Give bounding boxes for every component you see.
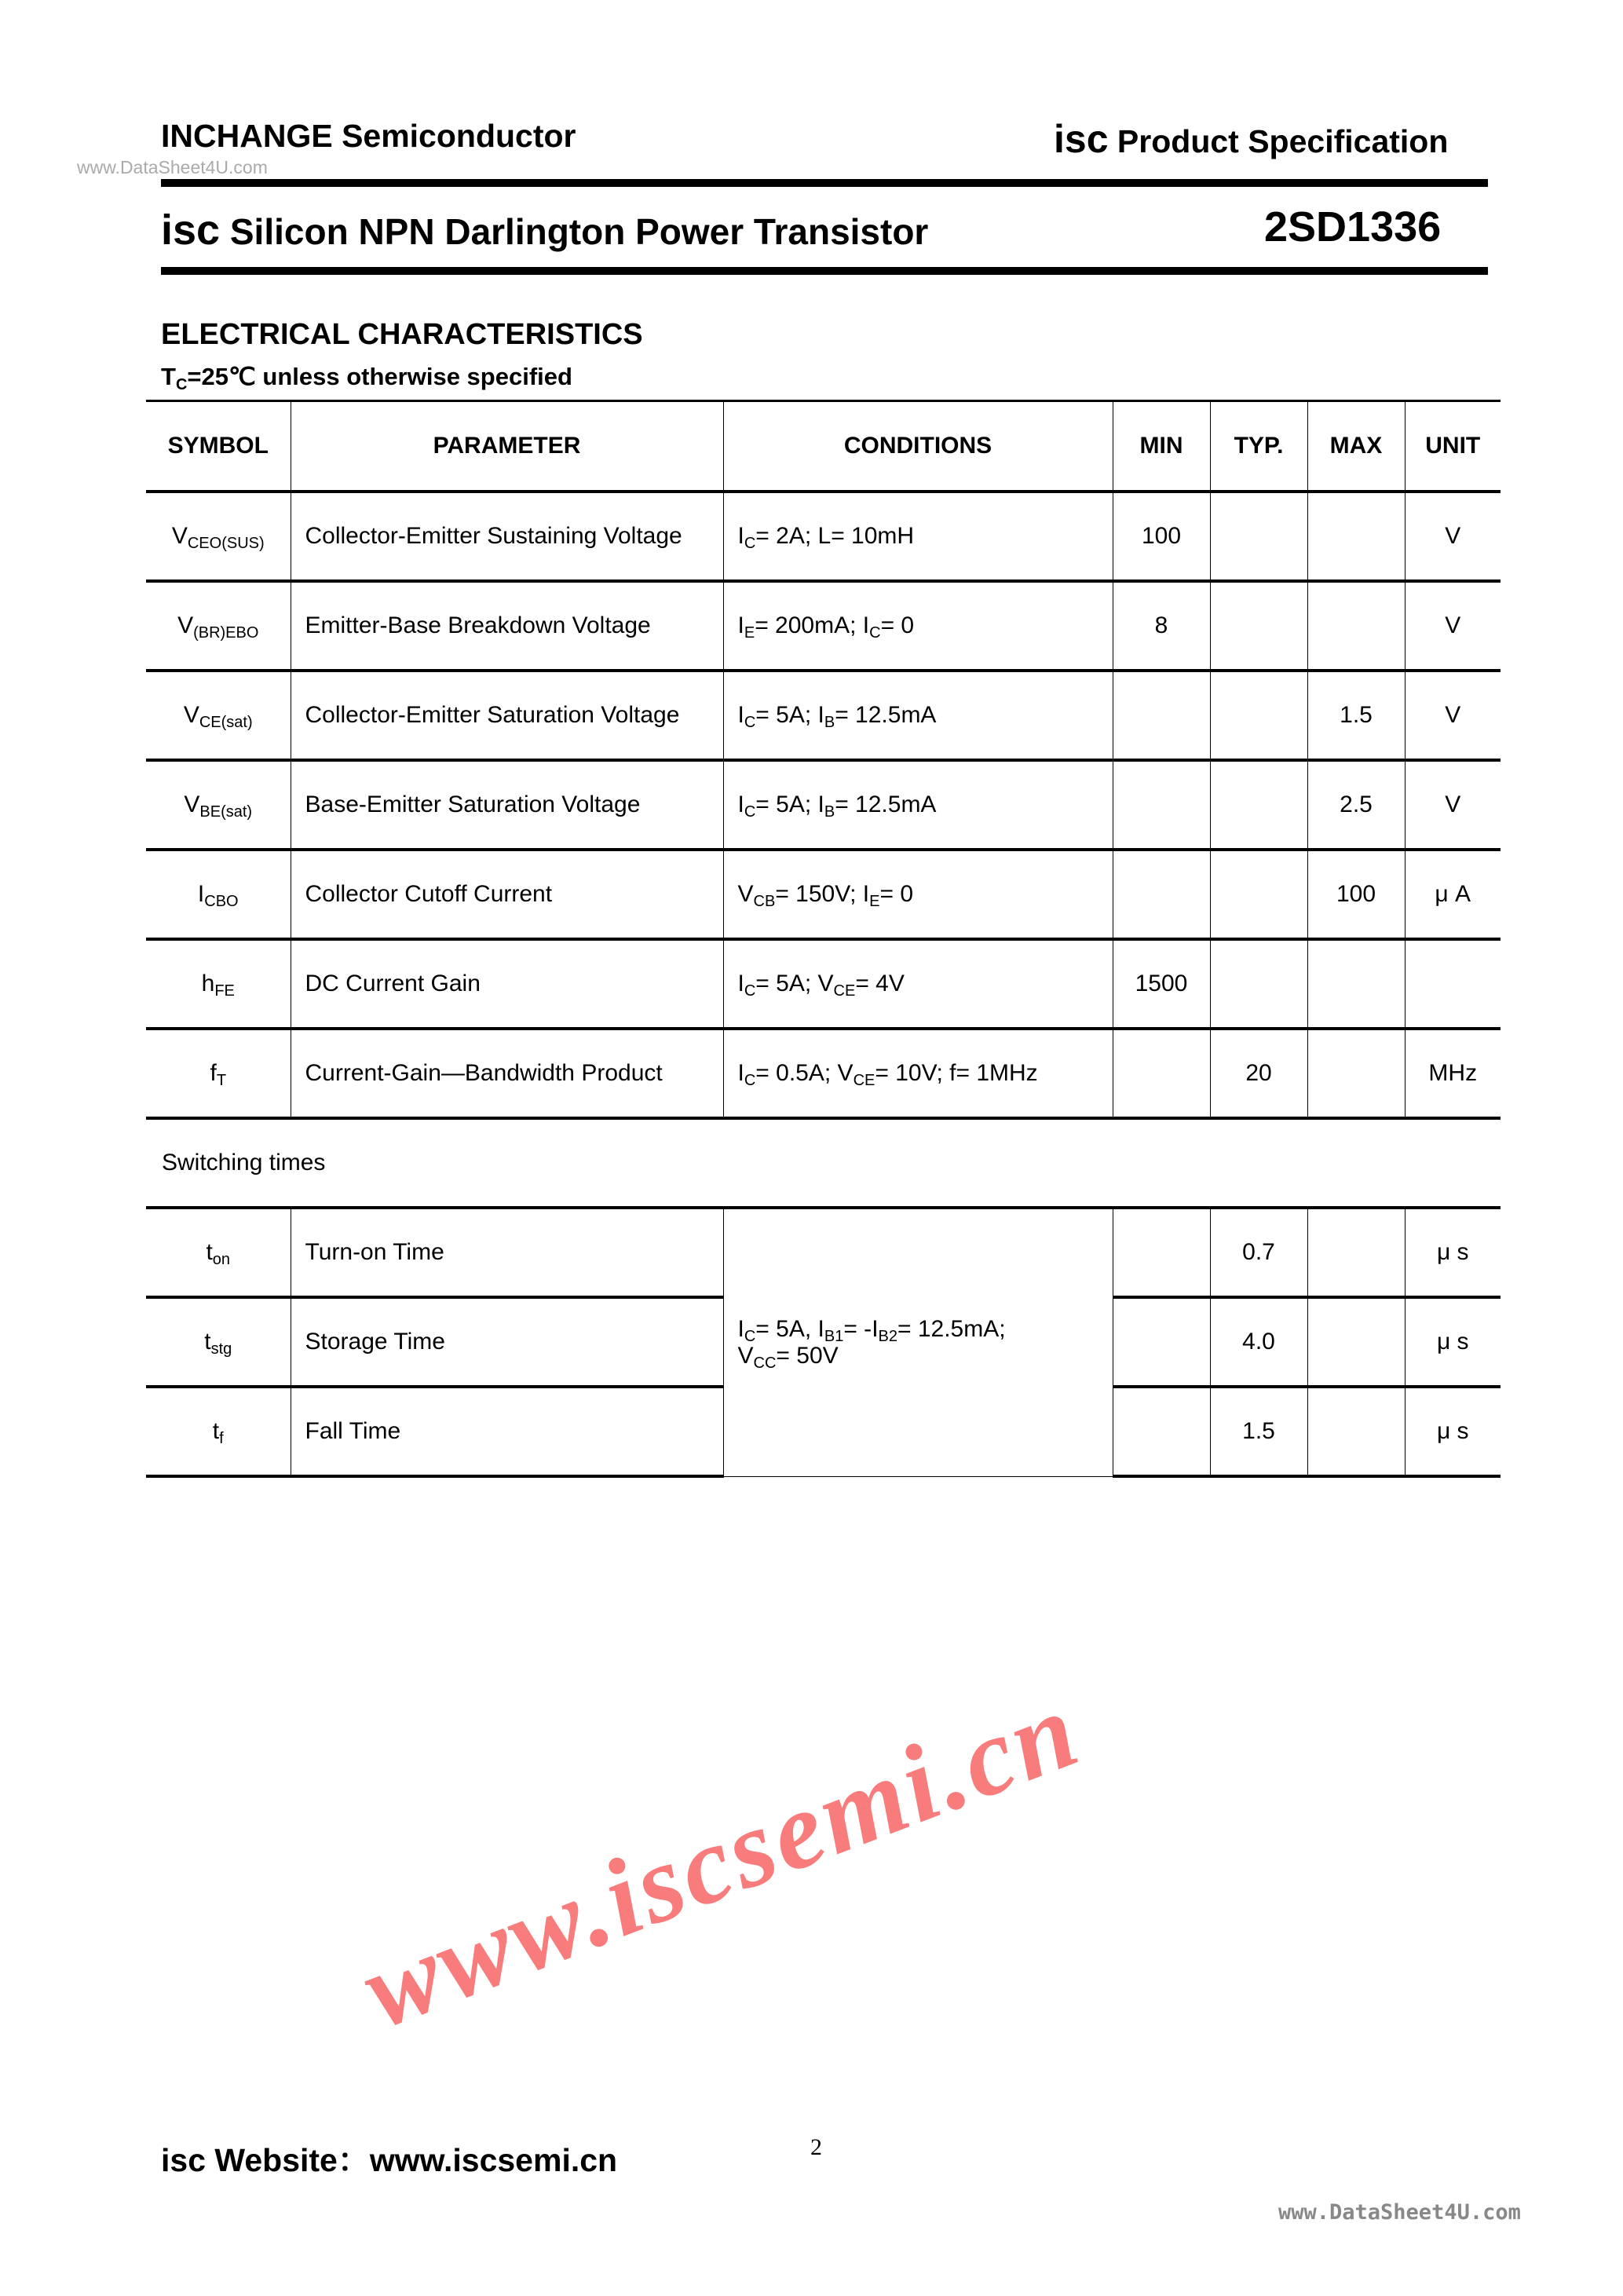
symbol-main: V (184, 792, 200, 817)
cond-symbol: I (737, 612, 744, 638)
symbol-main: t (206, 1239, 213, 1265)
max-cell (1307, 1208, 1405, 1297)
symbol-cell (146, 581, 291, 671)
table-row (146, 1208, 1501, 1297)
parameter-cell: Collector-Emitter Saturation Voltage (291, 671, 723, 760)
conditions-cell (723, 492, 1113, 581)
column-header-symbol: SYMBOL (146, 401, 291, 492)
conditions-cell (723, 760, 1113, 850)
page-number: 2 (810, 2134, 822, 2160)
symbol-subscript: stg (210, 1340, 232, 1358)
cond-symbol: I (862, 881, 870, 907)
cond-subscript: C (869, 624, 881, 642)
cond-value: = 0 (880, 612, 915, 638)
typ-cell (1210, 939, 1307, 1029)
cond-value: = 10V; f= 1MHz (875, 1060, 1038, 1086)
title-text: Silicon NPN Darlington Power Transistor (229, 211, 929, 252)
column-header-conditions: CONDITIONS (723, 401, 1113, 492)
symbol-subscript: BE(sat) (199, 803, 253, 821)
spec-label: Product Specification (1117, 123, 1449, 159)
symbol-main: h (201, 971, 215, 996)
symbol-subscript: CE(sat) (199, 714, 253, 731)
symbol-cell (146, 492, 291, 581)
cond-symbol: I (737, 792, 744, 817)
min-cell: 100 (1113, 492, 1210, 581)
column-header-unit: UNIT (1405, 401, 1501, 492)
column-header-typ: TYP. (1210, 401, 1307, 492)
symbol-subscript: f (219, 1430, 224, 1447)
max-cell: 1.5 (1307, 671, 1405, 760)
cond-value: = 0.5A; (755, 1060, 838, 1086)
typ-cell: 1.5 (1210, 1387, 1307, 1476)
cond-symbol: I (737, 523, 744, 549)
unit-cell: V (1405, 760, 1501, 850)
parameter-cell: Turn-on Time (291, 1208, 723, 1297)
cond-symbol: I (862, 612, 870, 638)
symbol-cell (146, 1029, 291, 1118)
parameter-cell: Collector Cutoff Current (291, 850, 723, 939)
min-cell (1113, 1387, 1210, 1476)
typ-cell: 0.7 (1210, 1208, 1307, 1297)
symbol-cell (146, 1387, 291, 1476)
table-row (146, 671, 1501, 760)
datasheet4u-watermark-bottom[interactable]: www.DataSheet4U.com (1278, 2200, 1521, 2225)
unit-cell: MHz (1405, 1029, 1501, 1118)
max-cell (1307, 1029, 1405, 1118)
unit-cell: μ s (1405, 1208, 1501, 1297)
section-conditions (161, 363, 572, 391)
unit-cell (1405, 939, 1501, 1029)
min-cell (1113, 1208, 1210, 1297)
column-header-parameter: PARAMETER (291, 401, 723, 492)
cond-symbol: V (817, 971, 834, 996)
unit-cell: V (1405, 581, 1501, 671)
table-row (146, 581, 1501, 671)
conditions-cell (723, 671, 1113, 760)
typ-cell: 20 (1210, 1029, 1307, 1118)
unit-cell: μ s (1405, 1297, 1501, 1387)
symbol-cell (146, 760, 291, 850)
min-cell (1113, 760, 1210, 850)
unit-cell: V (1405, 492, 1501, 581)
cond-symbol: I (817, 702, 824, 728)
table-row (146, 492, 1501, 581)
conditions-cell (723, 939, 1113, 1029)
parameter-cell: Fall Time (291, 1387, 723, 1476)
cond-subscript: C (175, 376, 188, 393)
symbol-main: I (197, 881, 205, 907)
cond-symbol: I (737, 702, 744, 728)
symbol-main: V (183, 702, 199, 728)
cond-subscript: B1 (824, 1327, 844, 1345)
max-cell (1307, 1387, 1405, 1476)
cond-value: = 2A; L= 10mH (755, 523, 915, 549)
max-cell: 2.5 (1307, 760, 1405, 850)
symbol-subscript: CEO(SUS) (187, 535, 265, 552)
cond-subscript: CE (833, 982, 856, 1000)
min-cell: 1500 (1113, 939, 1210, 1029)
cond-subscript: C (744, 1072, 756, 1089)
cond-value: = 5A, (755, 1315, 818, 1342)
cond-value: = 4V (855, 971, 905, 996)
cond-subscript: CC (753, 1354, 777, 1372)
section-title: ELECTRICAL CHARACTERISTICS (161, 318, 643, 351)
min-cell (1113, 1029, 1210, 1118)
cond-symbol: I (737, 1060, 744, 1086)
cond-subscript: CB (753, 893, 776, 910)
parameter-cell: DC Current Gain (291, 939, 723, 1029)
parameter-cell: Base-Emitter Saturation Voltage (291, 760, 723, 850)
parameter-cell: Emitter-Base Breakdown Voltage (291, 581, 723, 671)
symbol-main: f (210, 1060, 217, 1086)
cond-subscript: E (869, 893, 880, 910)
min-cell (1113, 671, 1210, 760)
typ-cell (1210, 492, 1307, 581)
cond-subscript: C (744, 982, 756, 1000)
cond-value: = 12.5mA; (897, 1315, 1006, 1342)
max-cell (1307, 939, 1405, 1029)
footer-website[interactable]: isc Website：www.iscsemi.cn (161, 2142, 618, 2178)
symbol-main: V (177, 612, 194, 638)
typ-cell (1210, 671, 1307, 760)
table-row (146, 850, 1501, 939)
brand-isc: isc (1054, 117, 1109, 161)
table-row (146, 760, 1501, 850)
conditions-cell (723, 1029, 1113, 1118)
brand-isc-title: isc (161, 207, 221, 254)
part-number: 2SD1336 (1264, 203, 1442, 250)
cond-value: = 0 (879, 881, 914, 907)
max-cell (1307, 492, 1405, 581)
cond-value: = 12.5mA (835, 792, 937, 817)
cond-subscript: E (744, 624, 755, 642)
symbol-subscript: T (216, 1072, 227, 1089)
cond-symbol: V (837, 1060, 854, 1086)
symbol-main: t (212, 1418, 220, 1444)
typ-cell (1210, 581, 1307, 671)
conditions-cell (723, 1208, 1113, 1476)
switching-times-row (146, 1118, 1501, 1208)
parameter-cell: Collector-Emitter Sustaining Voltage (291, 492, 723, 581)
cond-subscript: B2 (878, 1327, 897, 1345)
electrical-characteristics-table (146, 400, 1501, 1478)
table-header-row (146, 401, 1501, 492)
symbol-cell (146, 939, 291, 1029)
iscsemi-watermark: www.iscsemi.cn (347, 1667, 1095, 2052)
cond-subscript: CE (853, 1072, 875, 1089)
product-spec-label (1054, 116, 1448, 162)
cond-subscript: B (824, 803, 835, 821)
column-header-min: MIN (1113, 401, 1210, 492)
document-title (161, 206, 928, 254)
table-row (146, 1029, 1501, 1118)
symbol-cell (146, 1208, 291, 1297)
cond-subscript: C (744, 803, 756, 821)
cond-symbol: I (737, 1315, 744, 1342)
typ-cell: 4.0 (1210, 1297, 1307, 1387)
conditions-cell (723, 850, 1113, 939)
header-rule (161, 179, 1488, 187)
symbol-main: V (171, 523, 188, 549)
switching-times-label: Switching times (146, 1118, 1501, 1208)
conditions-line-2 (737, 1342, 1113, 1372)
symbol-subscript: CBO (204, 893, 239, 910)
cond-subscript: C (744, 714, 756, 731)
cond-value: = 12.5mA (835, 702, 937, 728)
cond-text: =25℃ unless otherwise specified (187, 363, 572, 390)
cond-symbol: V (737, 1342, 754, 1369)
min-cell (1113, 850, 1210, 939)
parameter-cell: Storage Time (291, 1297, 723, 1387)
cond-symbol: I (872, 1315, 879, 1342)
symbol-cell (146, 671, 291, 760)
column-header-max: MAX (1307, 401, 1405, 492)
symbol-subscript: on (212, 1251, 231, 1268)
min-cell (1113, 1297, 1210, 1387)
cond-value: = 5A; (755, 971, 818, 996)
symbol-main: t (204, 1329, 211, 1355)
cond-value: = 150V; (775, 881, 863, 907)
cond-value: = - (843, 1315, 872, 1342)
title-rule (161, 267, 1488, 275)
cond-value: = 200mA; (755, 612, 863, 638)
cond-symbol: I (737, 971, 744, 996)
symbol-subscript: FE (214, 982, 235, 1000)
cond-symbol: V (737, 881, 754, 907)
max-cell (1307, 1297, 1405, 1387)
unit-cell: μ A (1405, 850, 1501, 939)
cond-symbol: I (817, 1315, 824, 1342)
unit-cell: μ s (1405, 1387, 1501, 1476)
max-cell: 100 (1307, 850, 1405, 939)
symbol-subscript: (BR)EBO (193, 624, 259, 642)
max-cell (1307, 581, 1405, 671)
cond-subscript: C (744, 1327, 756, 1345)
cond-value: = 5A; (755, 702, 818, 728)
cond-value: = 5A; (755, 792, 818, 817)
company-name: INCHANGE Semiconductor (161, 118, 576, 154)
table-row (146, 939, 1501, 1029)
conditions-line-1 (738, 1316, 1113, 1343)
cond-subscript: C (744, 535, 756, 552)
cond-symbol: I (817, 792, 824, 817)
symbol-cell (146, 1297, 291, 1387)
conditions-cell (723, 581, 1113, 671)
typ-cell (1210, 760, 1307, 850)
min-cell: 8 (1113, 581, 1210, 671)
parameter-cell: Current-Gain—Bandwidth Product (291, 1029, 723, 1118)
cond-symbol: T (161, 363, 176, 390)
typ-cell (1210, 850, 1307, 939)
datasheet4u-watermark-top[interactable]: www.DataSheet4U.com (77, 157, 268, 177)
cond-value: = 50V (776, 1342, 839, 1369)
symbol-cell (146, 850, 291, 939)
cond-subscript: B (824, 714, 835, 731)
unit-cell: V (1405, 671, 1501, 760)
